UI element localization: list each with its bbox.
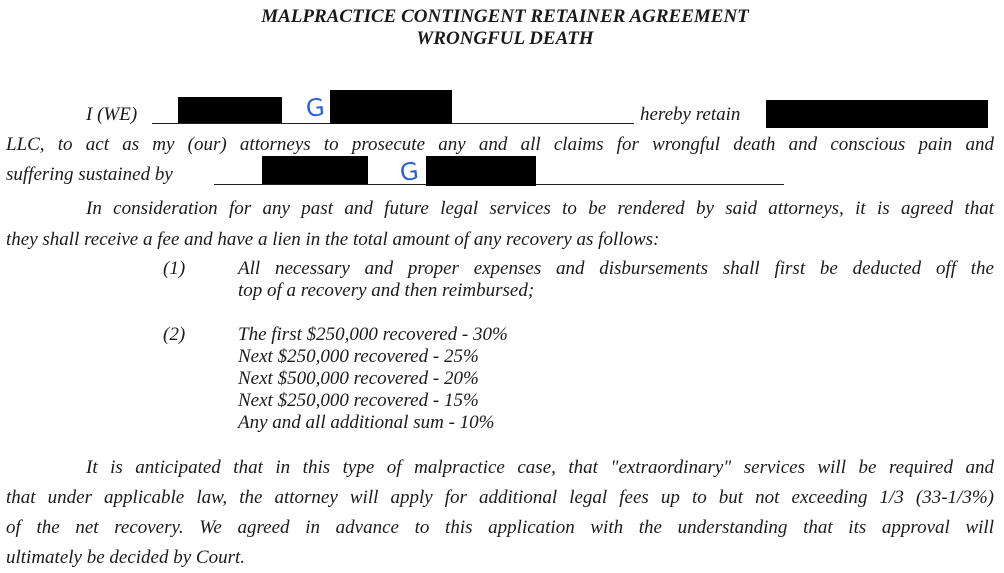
- consideration-line-1: In consideration for any past and future legal services to be rendered by said attorneys, it is agreed that: [86, 198, 994, 219]
- retainer-line-2: LLC, to act as my (our) attorneys to prosecute any and all claims for wrongful death and conscious pain and: [6, 134, 994, 155]
- closing-line-1: It is anticipated that in this type of malpractice case, that "extraordinary" services will be required and: [86, 457, 994, 478]
- item-1-text-line-1: All necessary and proper expenses and disbursements shall first be deducted off the: [238, 258, 994, 279]
- fee-tier-3: Next $500,000 recovered - 20%: [238, 368, 479, 389]
- handwritten-initial: G: [304, 93, 327, 123]
- handwritten-initial-2: G: [398, 157, 421, 187]
- fee-tier-4: Next $250,000 recovered - 15%: [238, 390, 479, 411]
- redacted-client-first-name: [178, 97, 282, 123]
- closing-line-2: that under applicable law, the attorney will apply for additional legal fees up to but not exceeding 1/3 (33-1/3%): [6, 487, 994, 508]
- item-1-text-line-2: top of a recovery and then reimbursed;: [238, 280, 535, 301]
- redacted-law-firm-name: [766, 100, 988, 128]
- item-2-number: (2): [163, 324, 186, 345]
- closing-line-3: of the net recovery. We agreed in advance to this application with the understanding that its approval will: [6, 517, 994, 538]
- redacted-decedent-last-name: [426, 156, 536, 186]
- fee-tier-1: The first $250,000 recovered - 30%: [238, 324, 508, 345]
- closing-line-4: ultimately be decided by Court.: [6, 547, 246, 568]
- consideration-line-2: they shall receive a fee and have a lien in the total amount of any recovery as follows:: [6, 229, 660, 250]
- intro-middle: hereby retain: [640, 104, 741, 125]
- fee-tier-5: Any and all additional sum - 10%: [238, 412, 495, 433]
- document-title-line-2: WRONGFUL DEATH: [416, 28, 594, 49]
- redacted-decedent-first-name: [262, 156, 368, 184]
- item-1-number: (1): [163, 258, 186, 279]
- document-title-line-1: MALPRACTICE CONTINGENT RETAINER AGREEMENT: [261, 6, 749, 27]
- decedent-prefix: suffering sustained by: [6, 164, 173, 185]
- redacted-client-last-name: [330, 90, 452, 124]
- intro-prefix: I (WE): [86, 104, 138, 125]
- fee-tier-2: Next $250,000 recovered - 25%: [238, 346, 479, 367]
